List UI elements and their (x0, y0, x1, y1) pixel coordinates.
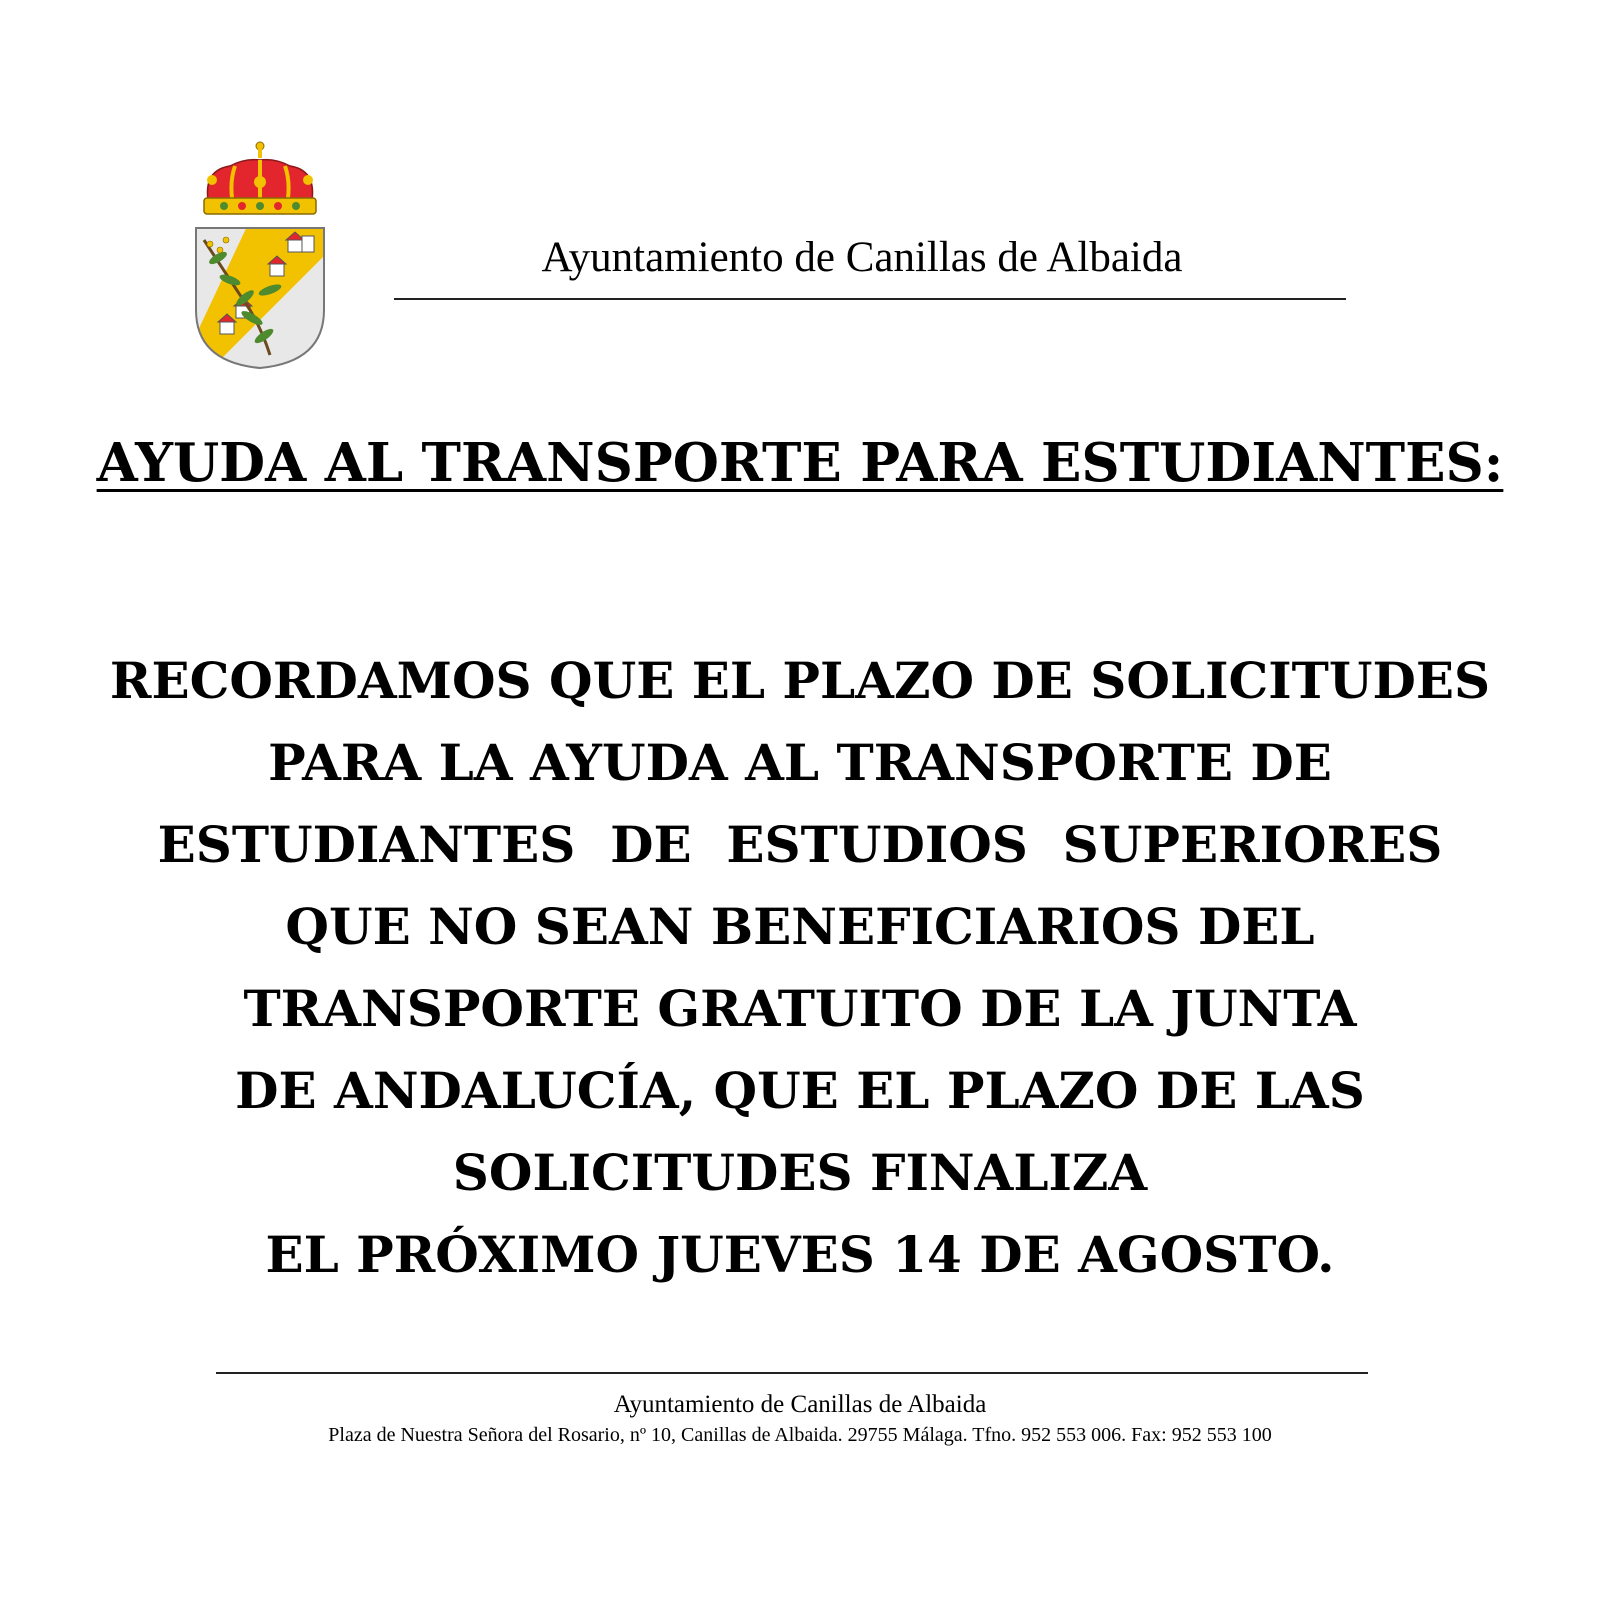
body-line-7: SOLICITUDES FINALIZA (452, 1143, 1148, 1202)
footer-address: Plaza de Nuestra Señora del Rosario, nº 10, Canillas de Albaida. 29755 Málaga. Tfno. 952 553 006. Fax: 952 553 100 (328, 1424, 1272, 1446)
body-line-3: ESTUDIANTES DE ESTUDIOS SUPERIORES (157, 815, 1443, 874)
header-divider (394, 298, 1346, 300)
footer-divider (216, 1372, 1368, 1374)
body-line-6: DE ANDALUCÍA, QUE EL PLAZO DE LAS (235, 1061, 1365, 1120)
body-line-4: QUE NO SEAN BENEFICIARIOS DEL (285, 897, 1315, 956)
body-line-8: EL PRÓXIMO JUEVES 14 DE AGOSTO. (265, 1225, 1335, 1284)
notice-title: AYUDA AL TRANSPORTE PARA ESTUDIANTES: (96, 432, 1504, 494)
crown-icon (204, 142, 316, 214)
coat-of-arms-icon (190, 140, 330, 370)
shield-icon (190, 220, 330, 370)
body-line-1: RECORDAMOS QUE EL PLAZO DE SOLICITUDES (109, 651, 1491, 710)
body-line-5: TRANSPORTE GRATUITO DE LA JUNTA (243, 979, 1357, 1038)
body-line-2: PARA LA AYUDA AL TRANSPORTE DE (268, 733, 1332, 792)
footer-organization-name: Ayuntamiento de Canillas de Albaida (613, 1391, 987, 1418)
header-organization-name: Ayuntamiento de Canillas de Albaida (541, 234, 1183, 281)
notice-body (40, 640, 1560, 1296)
